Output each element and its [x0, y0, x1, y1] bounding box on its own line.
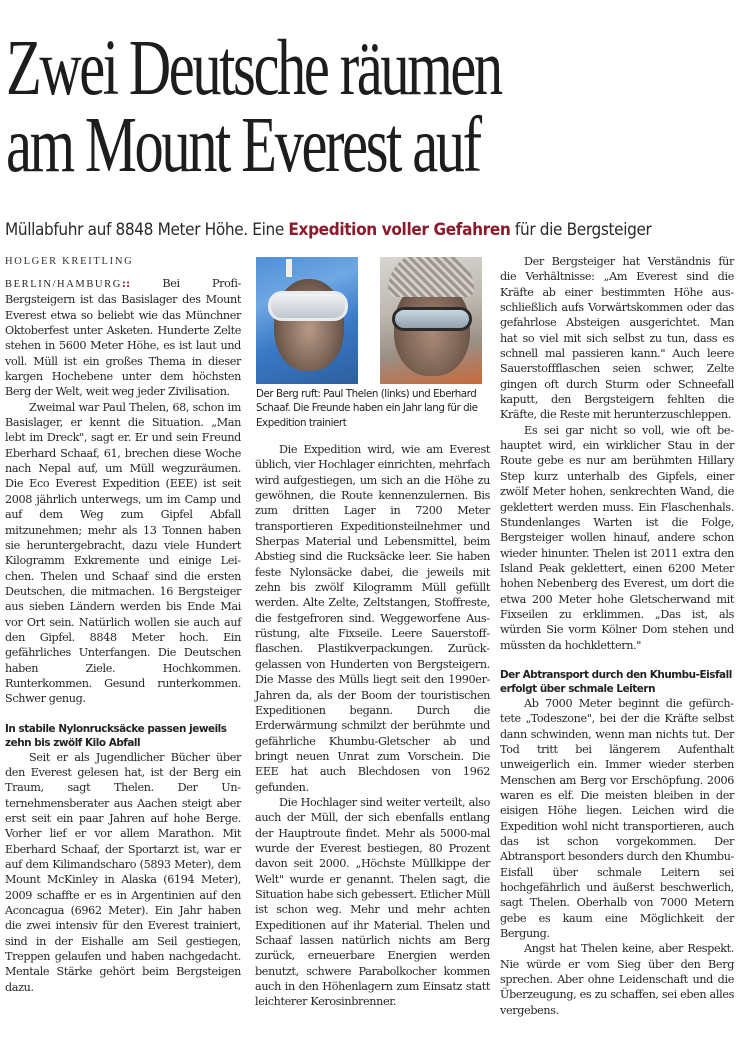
goggles-icon: [268, 291, 348, 321]
dateline-mark-icon: ::: [121, 276, 131, 290]
paragraph: Es sei gar nicht so voll, wie oft behauptet wird, ein wirklicher Stau in der Route gebe es nur am berühmten Hillary Step kurz unterhalb des Gipfels, einer zwölf Meter hohen, senkrechten Wand, die geklettert werden muss. Ein Flaschenhals. Stundenlanges Warten ist die Folge, Bergsteiger wollen hinauf, andere schon wieder hinunter. Thelen ist 2011 extra den Island Peak geklettert, einen 6200 Meter hohen Nebenberg des Everest, um dort die etwa 200 Meter hohe Gletscherwand mit Fixseilen zu erklimmen. „Das ist, als würden Sie vorm Kölner Dom stehen und müssten da hochklettern.": [500, 423, 734, 652]
paragraph: Angst hat Thelen keine, aber Respekt. Nie würde er vom Sieg über den Berg sprechen. Aber ohne Leidenschaft und die Überzeugung, es zu schaffen, sei eben alles vergebens.: [500, 942, 734, 1017]
subheadline-text-after: für die Bergsteiger: [510, 220, 652, 239]
article-column-1: [5, 276, 241, 995]
beanie-hat: [388, 257, 474, 297]
headline-line-2: am Mount Everest auf: [6, 102, 480, 189]
subheadline-highlight: Expedition voller Gefahren: [288, 220, 511, 239]
article-column-2: [255, 442, 490, 1010]
dateline: BERLIN/HAMBURG: [5, 279, 122, 290]
photo-group: [256, 257, 491, 384]
author-byline: HOLGER KREITLING: [5, 256, 134, 267]
paragraph: Die Expedition wird, wie am Everest üblich, vier Hochlager einrichten, mehrfach wird aufgestiegen, um sich an die Höhe zu gewöhnen, die Route kennenzulernen. Bis zum dritten Lager in 7200 Meter transportieren Expeditionsteilnehmer und Sherpas Material und Lebensmittel, beim Abstieg sind die Rucksäcke leer. Sie haben feste Nylonsäcke dabei, die jeweils mit zehn bis zwölf Kilogramm Müll gefüllt werden. Alte Zelte, Zeltstangen, Stoffreste, die festgefroren sind. Weggeworfene Ausrüstung, alte Fixseile. Leere Sauerstoffflaschen. Plastikverpackungen. Zurückgelassen von Hunderten von Bergsteigern. Die Masse des Mülls liegt seit den 1990er-Jahren da, als der Boom der touristischen Expeditionen begann. Durch die Erderwärmung schmilzt der berühmte und gefährliche Khumbu-Gletscher ab und bringt neuen Unrat zum Vorschein. Die EEE hat auch Blechdosen von 1962 gefunden.: [255, 443, 490, 794]
paragraph: Zweimal war Paul Thelen, 68, schon im Basislager, er kennt die Situation. „Man lebt im Dreck", sagt er. Er und sein Freund Eberhard Schaaf, 61, brechen diese Woche nach Nepal auf, um Müll wegzuräumen. Die Eco Everest Expedition (EEE) ist seit 2008 jährlich unterwegs, um im Camp und auf dem Weg zum Gipfel Abfall mitzunehmen; mehr als 13 Tonnen haben sie heruntergebracht, dazu viele Hundert Kilogramm Exkremente und einige Leichen. Thelen und Schaaf sind die ersten Deutschen, die mitmachen. 16 Bergsteiger aus sieben Ländern werden bis Ende Mai vor Ort sein. Natürlich wollen sie auch auf den Gipfel. 8848 Meter hoch. Ein gefährliches Unterfangen. Die Deutschen haben Ziele. Hochkommen. Runterkommen. Gesund runterkommen. Schwer genug.: [5, 400, 241, 706]
article-column-3: [500, 254, 734, 1018]
headline: [6, 25, 546, 189]
paragraph: Ab 7000 Meter beginnt die gefürchtete „Todeszone", bei der die Kräfte selbst dann schwinden, wenn man nichts tut. Der Tod tritt bei längerem Aufenthalt unweigerlich ein. Immer wieder sterben Menschen am Berg vor Erschöpfung. 2006 waren es elf. Die meisten bleiben in der eisigen Höhe liegen. Leichen wird die Expedition wohl nicht transportieren, auch das ist schon vorgekommen. Der Abtransport besonders durch den Khumbu-Eisfall über schmale Leitern sei hochgefährlich und äußerst beschwerlich, sagt Thelen. Oberhalb von 7000 Metern gebe es kaum eine Möglichkeit der Bergung.: [500, 696, 734, 941]
crosshead: In stabile Nylonrucksäcke passen jeweils zehn bis zwölf Kilo Abfall: [5, 722, 227, 749]
subheadline-text-before: Müllabfuhr auf 8848 Meter Höhe. Eine: [5, 220, 289, 239]
photo-paul-thelen: [256, 257, 358, 384]
paragraph: Seit er als Jugendlicher Bücher über den Everest gelesen hat, ist der Berg ein Traum, sagt Thelen. Der Unternehmensberater aus Aachen steigt aber erst seit ein paar Jahren auf hohe Berge. Vorher lief er vor allem Marathon. Mit Eberhard Schaaf, der Sportarzt ist, war er auf dem Kilimandscharo (5893 Meter), dem Mount McKinley in Alaska (6194 Meter), 2009 schaffte er es in Argentinien auf den Aconcagua (6962 Meter). Ein Jahr haben die zwei intensiv für den Everest trainiert, sind in der Eishalle am Seil gestiegen, Treppen gelaufen und haben nachgedacht. Mentale Stärke gehört beim Bergsteigen dazu.: [5, 750, 241, 994]
sunglasses-icon: [392, 307, 472, 331]
paragraph: Der Bergsteiger hat Verständnis für die Verhältnisse: „Am Everest sind die Kräfte ab einer bestimmten Höhe ausschließlich aufs Vorwärtskommen oder das gefahrlose Absteigen ausgerichtet. Man hat so viel mit sich selbst zu tun, dass es schnell mal passieren kann." Auch leere Sauerstoffflaschen seien schwer, Zelte gingen oft durch Sturm oder Schneefall kaputt, den Bergsteigern fehlten die Kräfte, die Reste mit herunterzuschleppen.: [500, 255, 734, 422]
photo-caption: Der Berg ruft: Paul Thelen (links) und Eberhard Schaaf. Die Freunde haben ein Jahr lang für die Expedition trainiert: [256, 388, 478, 429]
subheadline: [5, 220, 689, 239]
paragraph: Die Hochlager sind weiter verteilt, also auch der Müll, der sich ebenfalls entlang der Hauptroute findet. Mehr als 5000-mal wurde der Everest bestiegen, 80 Prozent davon seit 2000. „Höchste Müllkippe der Welt" wurde er genannt. Thelen sagt, die Situation habe sich gebessert. Etlicher Müll ist schon weg. Mehr und mehr achten Expeditionen auf ihr Material. Thelen und Schaaf lassen natürlich nichts am Berg zurück, erneuerbare Energien werden benutzt, schwere Parabolkocher kommen auch in den Höhenlagern zum Einsatz statt leichterer Kerosinbrenner.: [255, 795, 490, 1009]
crosshead: Der Abtransport durch den Khumbu-Eisfall erfolgt über schmale Leitern: [500, 668, 732, 695]
lead-paragraph: BERLIN/HAMBURG:: Bei Profi-Bergsteigern ist das Basislager des Mount Everest etwa so beliebt wie das Münchner Oktoberfest unter Asketen. Hunderte Zelte stehen in 5600 Meter Höhe, es ist laut und voll. Müll ist ein großes Thema in dieser kargen Hochebene unter dem höchsten Berg der Welt, weit weg jeder Zivilisation.: [5, 276, 241, 399]
headline-line-1: Zwei Deutsche räumen: [6, 25, 501, 112]
photo-eberhard-schaaf: [380, 257, 482, 384]
